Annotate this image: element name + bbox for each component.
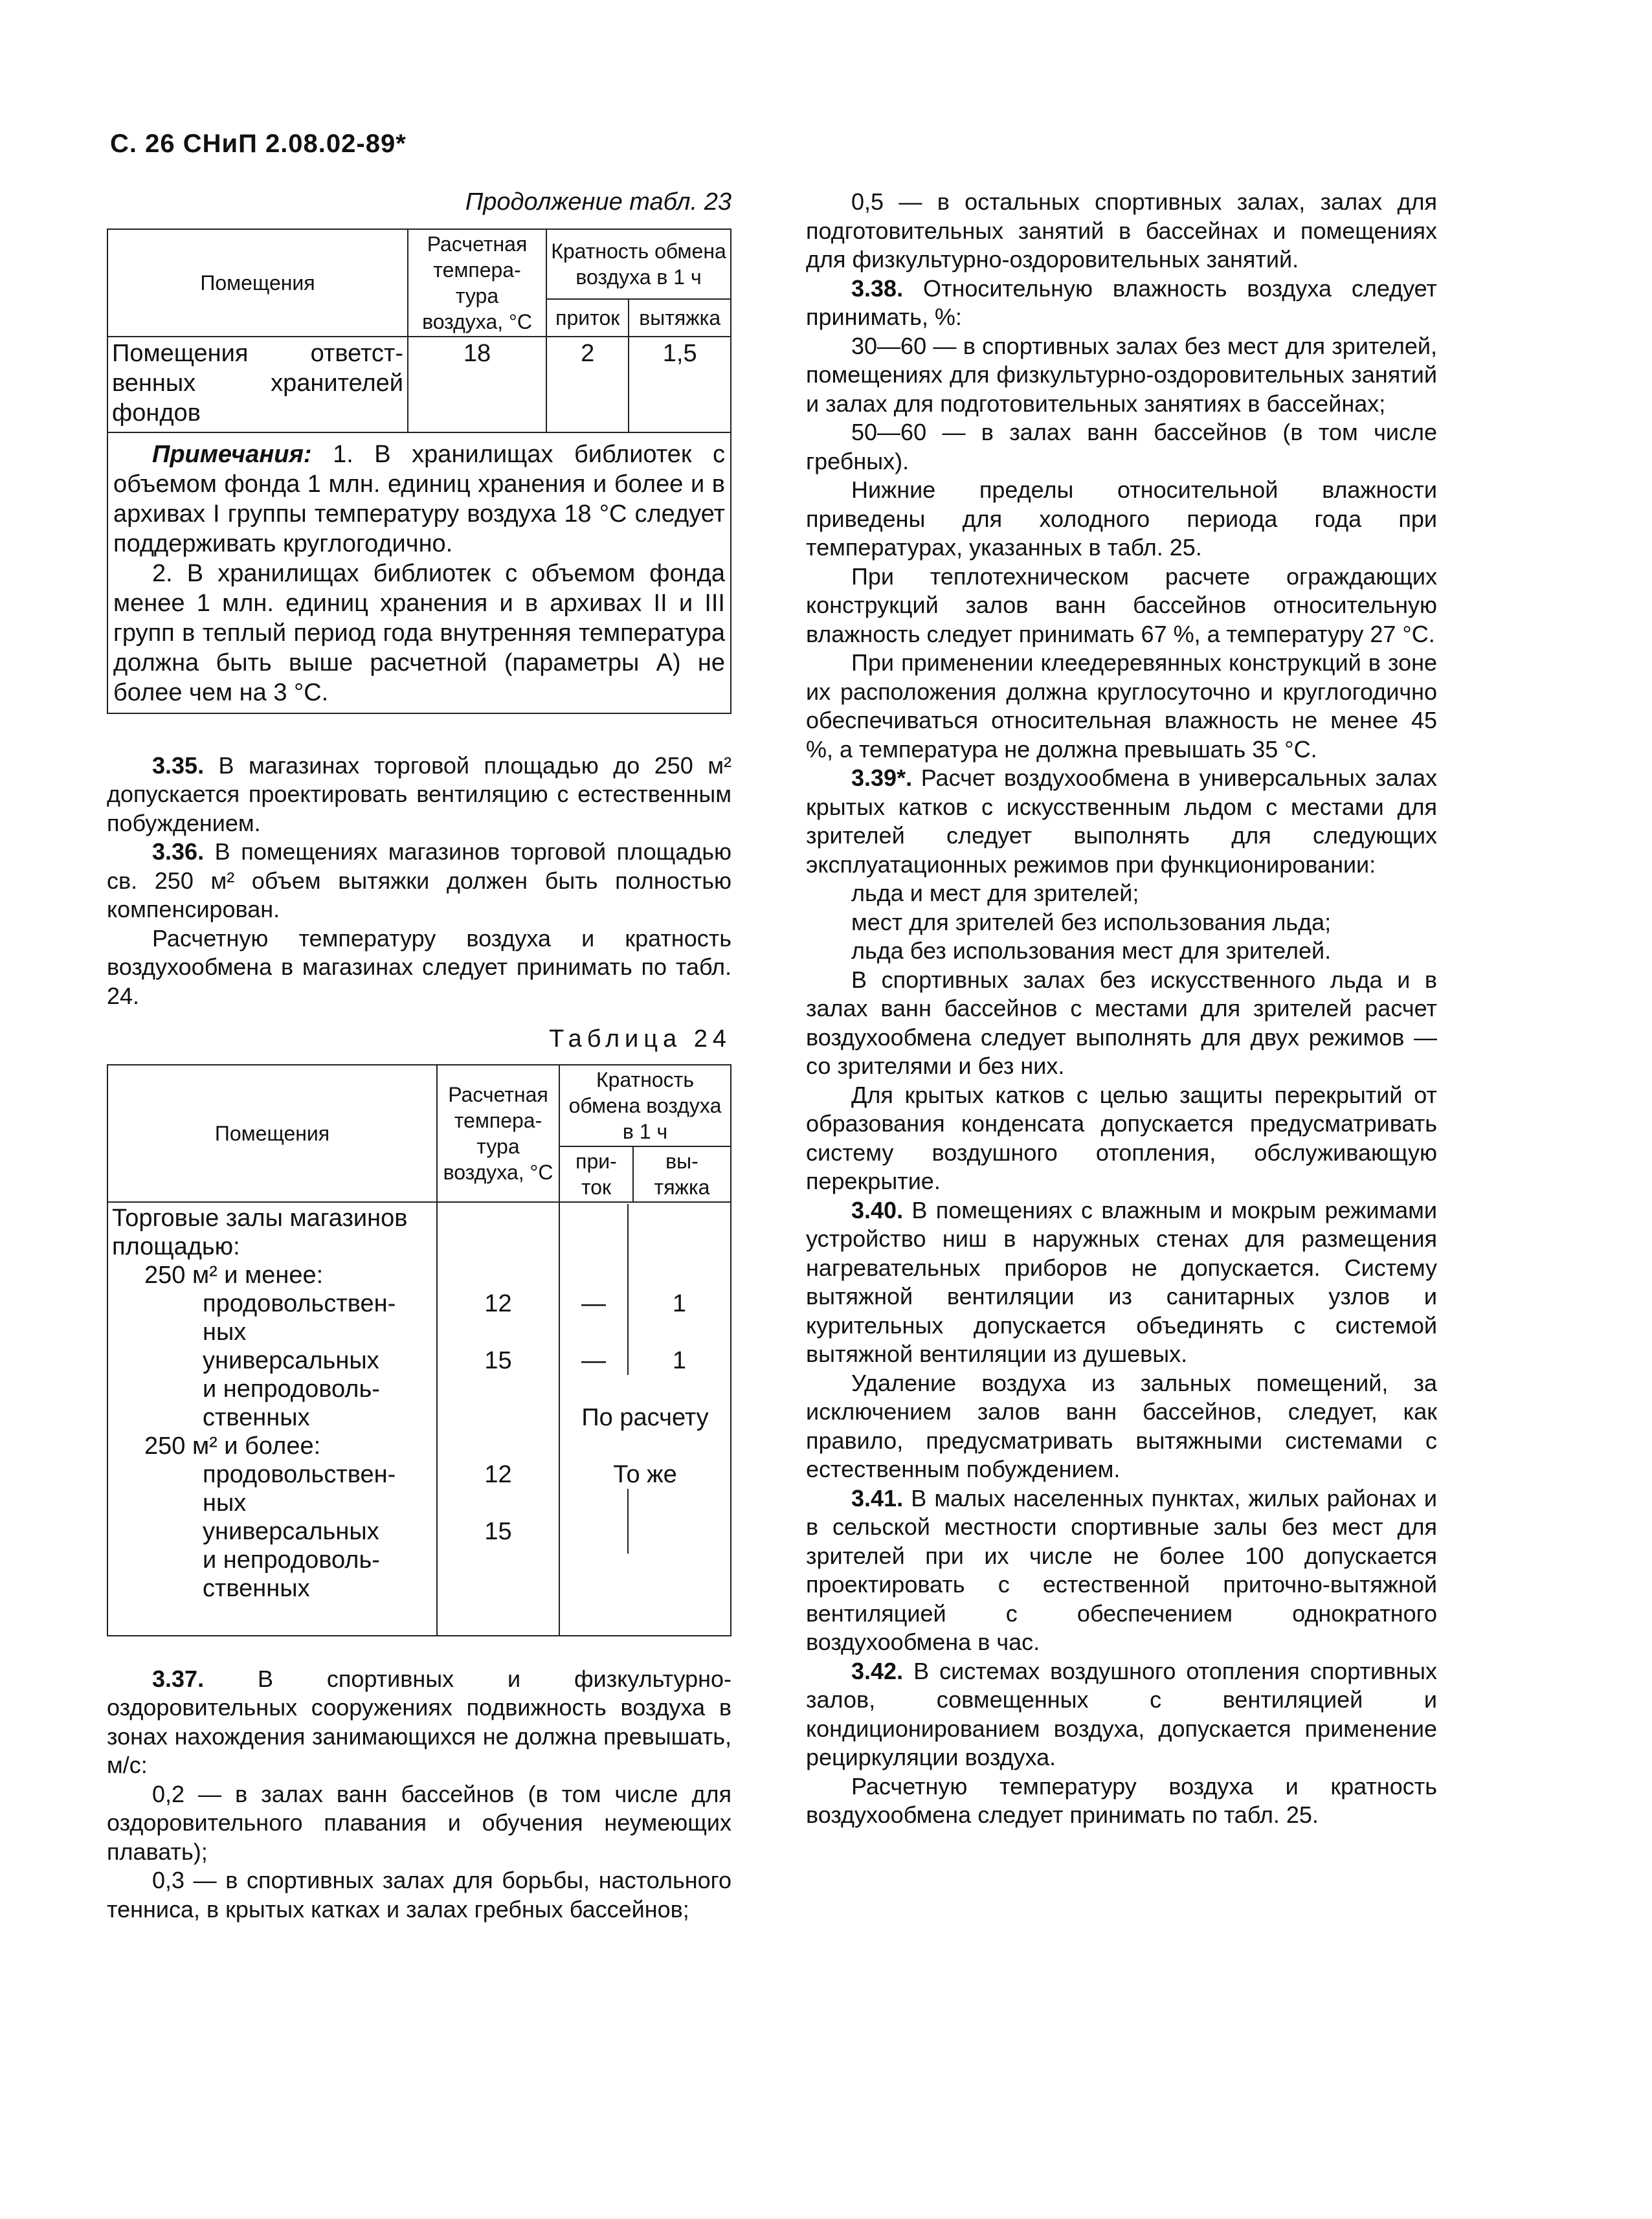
para-3-37: 3.37. В спортивных и физкультурно-оздоровительных сооружениях подвижность воздуха в зонах нахождения занимающихся не должна превышать, м/с: xyxy=(107,1665,731,1778)
para-3-38-c: Нижние пределы относительной влажности приведены для холодного периода года при температурах, указанных в табл. 25. xyxy=(806,476,1437,561)
para-3-38: 3.38. Относительную влажность воздуха следует принимать, %: xyxy=(806,274,1437,330)
section-number: 3.38. xyxy=(851,274,904,302)
t23-header-in: приток xyxy=(546,299,629,337)
table-24-caption: Таблица 24 xyxy=(549,1025,731,1053)
table-24 xyxy=(107,1064,731,1636)
para-3-37-b: 0,3 — в спортивных залах для борьбы, настольного тенниса, в крытых катках и залах гребных бассейнов; xyxy=(107,1867,731,1923)
section-number: 3.35. xyxy=(152,752,205,779)
para-3-40-a: Удаление воздуха из зальных помещений, за исключением залов ванн бассейнов, следует, как правило, предусматривать вытяжными системами с естественным побуждением. xyxy=(806,1369,1437,1482)
para-3-41: 3.41. В малых населенных пунктах, жилых районах и в сельской местности спортивные залы без мест для зрителей при их числе не более 100 допускается проектировать с естественной приточно-вытяжной вентиляцией с обеспечением однократного воздухообмена в час. xyxy=(806,1484,1437,1655)
para-3-39-b: мест для зрителей без использования льда; xyxy=(851,908,1332,935)
t23-cell-in: 2 xyxy=(546,337,629,432)
t23-header-out: вытяжка xyxy=(629,299,731,337)
t24-header-temp: Расчетная темпера- тура воздуха, °С xyxy=(437,1065,559,1202)
para-3-42-a: Расчетную температуру воздуха и кратность воздухообмена следует принимать по табл. 25. xyxy=(806,1772,1437,1828)
para-3-39-e: Для крытых катков с целью защиты перекрытий от образования конденсата допускается предусматривать систему воздушного отопления, обслуживающую перекрытие. xyxy=(806,1081,1437,1194)
para-3-37-a: 0,2 — в залах ванн бассейнов (в том числе для оздоровительного плавания и обучения неумеющих плавать); xyxy=(107,1780,731,1865)
left-column xyxy=(107,188,731,1924)
t23-notes xyxy=(107,432,731,713)
section-number: 3.39*. xyxy=(851,764,913,791)
section-number: 3.36. xyxy=(152,838,205,865)
para-3-39-d: В спортивных залах без искусственного льда и в залах ванн бассейнов с местами для зрителей расчет воздухообмена следует выполнять для двух режимов — со зрителями и без них. xyxy=(806,966,1437,1079)
t24-cell-room: Торговые залы магазинов площадью: 250 м² и менее: продовольствен- ных универсальных и непродоволь- ственных 250 м² и более: продовольствен- ных универсальных и непродоволь- ственных xyxy=(107,1202,437,1636)
para-3-39: 3.39*. Расчет воздухообмена в универсальных залах крытых катков с искусственным льдом с местами для зрителей следует выполнять для следующих эксплуатационных режимов при функционировании: xyxy=(806,764,1437,878)
para-3-40: 3.40. В помещениях с влажным и мокрым режимами устройство ниш в наружных стенах для размещения нагревательных приборов не допускается. Систему вытяжной вентиляции из санитарных узлов и курительных допускается объединять с системой вытяжной вентиляции из душевых. xyxy=(806,1196,1437,1367)
para-continuation: 0,5 — в остальных спортивных залах, залах для подготовительных занятий в бассейнах и помещениях для физкультурно-оздоровительных занятий. xyxy=(806,188,1437,273)
para-3-36: 3.36. В помещениях магазинов торговой площадью св. 250 м² объем вытяжки должен быть полностью компенсирован. xyxy=(107,838,731,922)
table-23-caption: Продолжение табл. 23 xyxy=(465,188,731,216)
right-column xyxy=(806,188,1437,1830)
para-3-38-e: При применении клеедеревянных конструкций в зоне их расположения должна круглосуточно и круглогодично обеспечиваться относительная влажность не менее 45 %, а температура не должна превышать 35 °С. xyxy=(806,649,1437,763)
section-number: 3.37. xyxy=(152,1665,205,1692)
t23-cell-out: 1,5 xyxy=(629,337,731,432)
page-header: С. 26 СНиП 2.08.02-89* xyxy=(110,129,407,158)
t23-header-room: Помещения xyxy=(107,229,408,337)
t23-note-label: Примечания: xyxy=(152,440,312,468)
t23-note-2: 2. В хранилищах библиотек с объемом фонда менее 1 млн. единиц хранения и в архивах II и III групп в теплый период года внутренняя температура должна быть выше расчетной (параметры А) не более чем на 3 °С. xyxy=(113,559,725,706)
t23-cell-temp: 18 xyxy=(408,337,546,432)
para-3-38-d: При теплотехническом расчете ограждающих конструкций залов ванн бассейнов относительную влажность следует принимать 67 %, а температуру 27 °С. xyxy=(806,563,1437,647)
para-3-39-c: льда без использования мест для зрителей. xyxy=(851,937,1332,964)
section-number: 3.42. xyxy=(851,1657,904,1684)
para-3-35: 3.35. В магазинах торговой площадью до 250 м² допускается проектировать вентиляцию с естественным побуждением. xyxy=(107,752,731,836)
t23-header-rate: Кратность обмена воздуха в 1 ч xyxy=(546,229,731,299)
table-row xyxy=(107,1202,731,1636)
t23-cell-room: Помещения ответст- венных хранителей фондов xyxy=(107,337,408,432)
para-3-38-b: 50—60 — в залах ванн бассейнов (в том числе гребных). xyxy=(806,419,1437,474)
t24-header-out: вы- тяжка xyxy=(633,1146,731,1202)
t23-note-1: 1. В хранилищах библиотек с объемом фонда 1 млн. единиц хранения и более и в архивах I группы температуру воздуха 18 °С следует поддерживать круглогодично. xyxy=(113,440,725,557)
para-3-39-a: льда и мест для зрителей; xyxy=(851,880,1139,906)
section-number: 3.40. xyxy=(851,1196,904,1223)
para-3-36-b: Расчетную температуру воздуха и кратность воздухообмена в магазинах следует принимать по табл. 24. xyxy=(107,924,731,1009)
t23-header-temp: Расчетная темпера- тура воздуха, °С xyxy=(408,229,546,337)
para-3-42: 3.42. В системах воздушного отопления спортивных залов, совмещенных с вентиляцией и кондиционированием воздуха, допускается применение рециркуляции воздуха. xyxy=(806,1657,1437,1770)
table-row xyxy=(107,337,731,432)
t24-header-room: Помещения xyxy=(107,1065,437,1202)
t24-header-rate: Кратность обмена воздуха в 1 ч xyxy=(559,1065,731,1146)
t24-header-in: при- ток xyxy=(559,1146,633,1202)
t24-cell-temp: 12 15 12 15 xyxy=(437,1202,559,1636)
section-number: 3.41. xyxy=(851,1484,904,1511)
t24-cell-rate: — — 1 1 По расчету То же xyxy=(559,1202,731,1636)
para-3-38-a: 30—60 — в спортивных залах без мест для зрителей, помещениях для физкультурно-оздоровительных занятий и залах для подготовительных занятиях в бассейнах; xyxy=(806,332,1437,417)
table-23 xyxy=(107,229,731,714)
